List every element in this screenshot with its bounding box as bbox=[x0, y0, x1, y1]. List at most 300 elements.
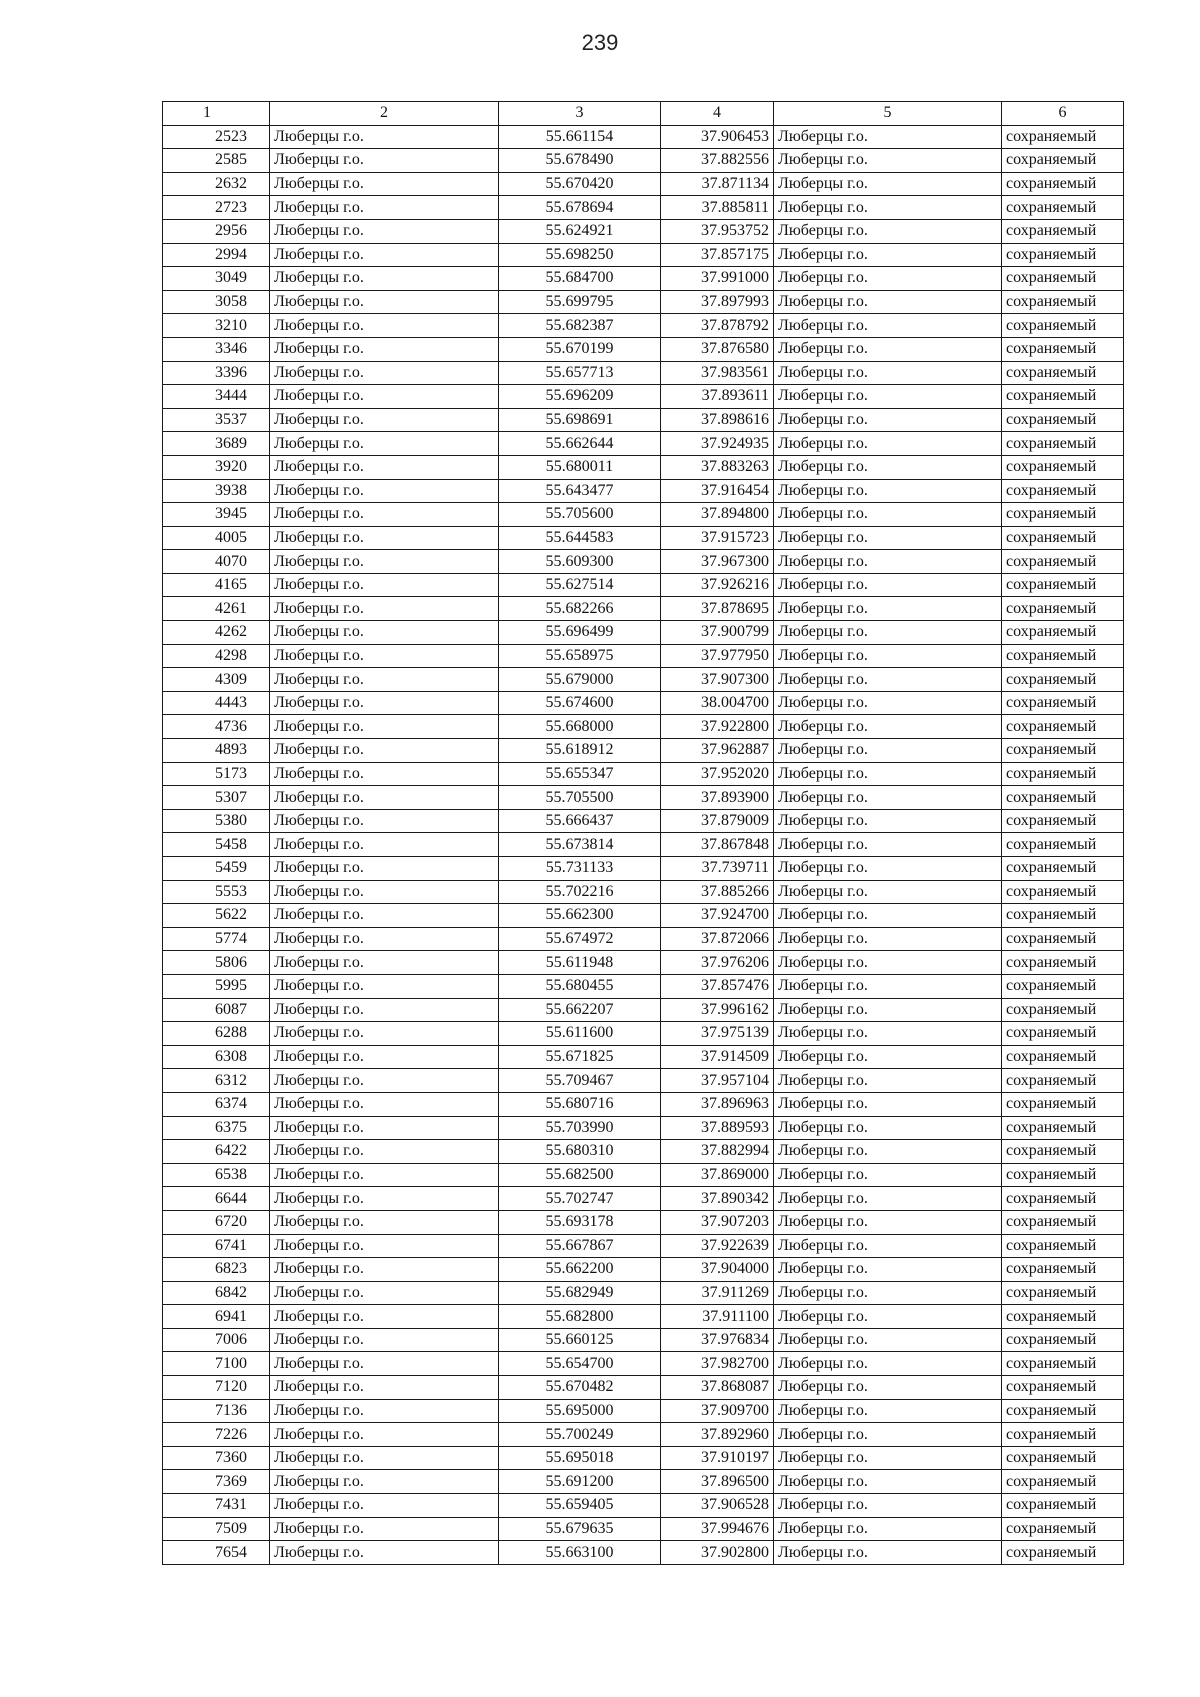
cell-municipality: Люберцы г.о. bbox=[774, 1163, 1002, 1187]
cell-latitude: 55.693178 bbox=[499, 1210, 661, 1234]
cell-latitude: 55.678694 bbox=[499, 196, 661, 220]
table-row bbox=[163, 479, 1124, 503]
cell-id: 2994 bbox=[163, 243, 270, 267]
table-row bbox=[163, 1446, 1124, 1470]
cell-municipality: Люберцы г.о. bbox=[774, 833, 1002, 857]
cell-municipality: Люберцы г.о. bbox=[774, 149, 1002, 173]
cell-id: 4262 bbox=[163, 621, 270, 645]
cell-status: сохраняемый bbox=[1002, 904, 1124, 928]
cell-municipality: Люберцы г.о. bbox=[774, 267, 1002, 291]
cell-latitude: 55.666437 bbox=[499, 809, 661, 833]
cell-longitude: 37.876580 bbox=[661, 337, 774, 361]
cell-id: 4443 bbox=[163, 691, 270, 715]
cell-longitude: 37.885811 bbox=[661, 196, 774, 220]
cell-district: Люберцы г.о. bbox=[270, 927, 499, 951]
cell-status: сохраняемый bbox=[1002, 1328, 1124, 1352]
cell-district: Люберцы г.о. bbox=[270, 1092, 499, 1116]
cell-longitude: 37.911100 bbox=[661, 1305, 774, 1329]
cell-latitude: 55.695018 bbox=[499, 1446, 661, 1470]
cell-latitude: 55.680455 bbox=[499, 974, 661, 998]
cell-municipality: Люберцы г.о. bbox=[774, 408, 1002, 432]
cell-longitude: 37.882994 bbox=[661, 1140, 774, 1164]
table-row bbox=[163, 1069, 1124, 1093]
cell-district: Люберцы г.о. bbox=[270, 1494, 499, 1518]
cell-id: 6422 bbox=[163, 1140, 270, 1164]
cell-municipality: Люберцы г.о. bbox=[774, 739, 1002, 763]
cell-status: сохраняемый bbox=[1002, 455, 1124, 479]
cell-id: 3689 bbox=[163, 432, 270, 456]
cell-longitude: 37.857476 bbox=[661, 974, 774, 998]
cell-id: 5307 bbox=[163, 786, 270, 810]
cell-district: Люберцы г.о. bbox=[270, 1352, 499, 1376]
table-row bbox=[163, 739, 1124, 763]
cell-latitude: 55.679635 bbox=[499, 1517, 661, 1541]
cell-district: Люберцы г.о. bbox=[270, 1328, 499, 1352]
cell-district: Люберцы г.о. bbox=[270, 290, 499, 314]
cell-municipality: Люберцы г.о. bbox=[774, 479, 1002, 503]
cell-id: 3537 bbox=[163, 408, 270, 432]
cell-municipality: Люберцы г.о. bbox=[774, 290, 1002, 314]
cell-status: сохраняемый bbox=[1002, 1092, 1124, 1116]
cell-district: Люберцы г.о. bbox=[270, 998, 499, 1022]
table-row bbox=[163, 1092, 1124, 1116]
table-row bbox=[163, 196, 1124, 220]
cell-municipality: Люберцы г.о. bbox=[774, 1069, 1002, 1093]
table-row bbox=[163, 125, 1124, 149]
cell-longitude: 37.896500 bbox=[661, 1470, 774, 1494]
cell-district: Люберцы г.о. bbox=[270, 1305, 499, 1329]
cell-status: сохраняемый bbox=[1002, 267, 1124, 291]
cell-longitude: 37.922800 bbox=[661, 715, 774, 739]
table-row bbox=[163, 1376, 1124, 1400]
cell-district: Люберцы г.о. bbox=[270, 857, 499, 881]
cell-id: 4893 bbox=[163, 739, 270, 763]
column-header-1: 1 bbox=[163, 102, 270, 126]
cell-status: сохраняемый bbox=[1002, 998, 1124, 1022]
cell-longitude: 37.869000 bbox=[661, 1163, 774, 1187]
cell-municipality: Люберцы г.о. bbox=[774, 809, 1002, 833]
cell-longitude: 37.878695 bbox=[661, 597, 774, 621]
cell-municipality: Люберцы г.о. bbox=[774, 786, 1002, 810]
cell-latitude: 55.698691 bbox=[499, 408, 661, 432]
cell-id: 3920 bbox=[163, 455, 270, 479]
table-row bbox=[163, 1517, 1124, 1541]
cell-id: 6087 bbox=[163, 998, 270, 1022]
cell-latitude: 55.702747 bbox=[499, 1187, 661, 1211]
cell-latitude: 55.680716 bbox=[499, 1092, 661, 1116]
cell-longitude: 37.922639 bbox=[661, 1234, 774, 1258]
cell-status: сохраняемый bbox=[1002, 337, 1124, 361]
table-row bbox=[163, 337, 1124, 361]
cell-id: 3938 bbox=[163, 479, 270, 503]
cell-status: сохраняемый bbox=[1002, 1116, 1124, 1140]
cell-longitude: 37.977950 bbox=[661, 644, 774, 668]
cell-municipality: Люберцы г.о. bbox=[774, 762, 1002, 786]
cell-latitude: 55.674972 bbox=[499, 927, 661, 951]
cell-longitude: 37.906453 bbox=[661, 125, 774, 149]
cell-district: Люберцы г.о. bbox=[270, 550, 499, 574]
cell-status: сохраняемый bbox=[1002, 1517, 1124, 1541]
cell-status: сохраняемый bbox=[1002, 762, 1124, 786]
cell-municipality: Люберцы г.о. bbox=[774, 455, 1002, 479]
cell-municipality: Люберцы г.о. bbox=[774, 1281, 1002, 1305]
table-row bbox=[163, 1494, 1124, 1518]
cell-district: Люберцы г.о. bbox=[270, 408, 499, 432]
cell-id: 3210 bbox=[163, 314, 270, 338]
cell-status: сохраняемый bbox=[1002, 809, 1124, 833]
cell-longitude: 37.890342 bbox=[661, 1187, 774, 1211]
cell-district: Люберцы г.о. bbox=[270, 1281, 499, 1305]
cell-municipality: Люберцы г.о. bbox=[774, 125, 1002, 149]
cell-id: 3396 bbox=[163, 361, 270, 385]
cell-municipality: Люберцы г.о. bbox=[774, 1116, 1002, 1140]
cell-id: 2723 bbox=[163, 196, 270, 220]
cell-municipality: Люберцы г.о. bbox=[774, 526, 1002, 550]
cell-latitude: 55.678490 bbox=[499, 149, 661, 173]
table-row bbox=[163, 1258, 1124, 1282]
cell-id: 5622 bbox=[163, 904, 270, 928]
cell-latitude: 55.643477 bbox=[499, 479, 661, 503]
cell-latitude: 55.611600 bbox=[499, 1022, 661, 1046]
cell-id: 6644 bbox=[163, 1187, 270, 1211]
cell-latitude: 55.670420 bbox=[499, 172, 661, 196]
cell-id: 3346 bbox=[163, 337, 270, 361]
cell-municipality: Люберцы г.о. bbox=[774, 503, 1002, 527]
cell-id: 4298 bbox=[163, 644, 270, 668]
cell-id: 2956 bbox=[163, 219, 270, 243]
cell-id: 3058 bbox=[163, 290, 270, 314]
cell-district: Люберцы г.о. bbox=[270, 739, 499, 763]
table-row bbox=[163, 1281, 1124, 1305]
cell-municipality: Люберцы г.о. bbox=[774, 668, 1002, 692]
cell-status: сохраняемый bbox=[1002, 597, 1124, 621]
cell-latitude: 55.660125 bbox=[499, 1328, 661, 1352]
cell-latitude: 55.682266 bbox=[499, 597, 661, 621]
cell-district: Люберцы г.о. bbox=[270, 1541, 499, 1565]
cell-id: 4005 bbox=[163, 526, 270, 550]
cell-id: 5995 bbox=[163, 974, 270, 998]
table-row bbox=[163, 1140, 1124, 1164]
cell-status: сохраняемый bbox=[1002, 1305, 1124, 1329]
table-row bbox=[163, 1163, 1124, 1187]
table-row bbox=[163, 597, 1124, 621]
cell-district: Люберцы г.о. bbox=[270, 833, 499, 857]
cell-id: 7006 bbox=[163, 1328, 270, 1352]
cell-id: 4309 bbox=[163, 668, 270, 692]
cell-status: сохраняемый bbox=[1002, 1210, 1124, 1234]
cell-district: Люберцы г.о. bbox=[270, 1517, 499, 1541]
cell-longitude: 37.952020 bbox=[661, 762, 774, 786]
cell-latitude: 55.691200 bbox=[499, 1470, 661, 1494]
cell-id: 2632 bbox=[163, 172, 270, 196]
cell-latitude: 55.731133 bbox=[499, 857, 661, 881]
cell-status: сохраняемый bbox=[1002, 219, 1124, 243]
table-row bbox=[163, 432, 1124, 456]
cell-longitude: 37.962887 bbox=[661, 739, 774, 763]
cell-status: сохраняемый bbox=[1002, 361, 1124, 385]
column-header-2: 2 bbox=[270, 102, 499, 126]
cell-status: сохраняемый bbox=[1002, 927, 1124, 951]
cell-municipality: Люберцы г.о. bbox=[774, 1328, 1002, 1352]
cell-municipality: Люберцы г.о. bbox=[774, 597, 1002, 621]
cell-district: Люберцы г.о. bbox=[270, 385, 499, 409]
cell-longitude: 37.911269 bbox=[661, 1281, 774, 1305]
cell-status: сохраняемый bbox=[1002, 503, 1124, 527]
table-row bbox=[163, 1541, 1124, 1565]
cell-district: Люберцы г.о. bbox=[270, 951, 499, 975]
cell-longitude: 37.996162 bbox=[661, 998, 774, 1022]
table-row bbox=[163, 550, 1124, 574]
cell-id: 7431 bbox=[163, 1494, 270, 1518]
cell-district: Люберцы г.о. bbox=[270, 455, 499, 479]
cell-id: 6823 bbox=[163, 1258, 270, 1282]
cell-status: сохраняемый bbox=[1002, 290, 1124, 314]
cell-latitude: 55.657713 bbox=[499, 361, 661, 385]
cell-municipality: Люберцы г.о. bbox=[774, 314, 1002, 338]
cell-longitude: 38.004700 bbox=[661, 691, 774, 715]
cell-id: 4165 bbox=[163, 573, 270, 597]
cell-latitude: 55.673814 bbox=[499, 833, 661, 857]
cell-latitude: 55.627514 bbox=[499, 573, 661, 597]
cell-longitude: 37.867848 bbox=[661, 833, 774, 857]
cell-id: 4261 bbox=[163, 597, 270, 621]
cell-latitude: 55.659405 bbox=[499, 1494, 661, 1518]
cell-longitude: 37.991000 bbox=[661, 267, 774, 291]
table-row bbox=[163, 644, 1124, 668]
cell-status: сохраняемый bbox=[1002, 739, 1124, 763]
cell-district: Люберцы г.о. bbox=[270, 904, 499, 928]
cell-district: Люберцы г.о. bbox=[270, 1210, 499, 1234]
cell-id: 4736 bbox=[163, 715, 270, 739]
table-row bbox=[163, 149, 1124, 173]
cell-status: сохраняемый bbox=[1002, 644, 1124, 668]
cell-latitude: 55.618912 bbox=[499, 739, 661, 763]
cell-status: сохраняемый bbox=[1002, 125, 1124, 149]
cell-status: сохраняемый bbox=[1002, 1187, 1124, 1211]
column-header-4: 4 bbox=[661, 102, 774, 126]
cell-district: Люберцы г.о. bbox=[270, 1116, 499, 1140]
table-row bbox=[163, 621, 1124, 645]
table-row bbox=[163, 1210, 1124, 1234]
cell-id: 7120 bbox=[163, 1376, 270, 1400]
cell-id: 5806 bbox=[163, 951, 270, 975]
cell-id: 3945 bbox=[163, 503, 270, 527]
cell-latitude: 55.662300 bbox=[499, 904, 661, 928]
cell-latitude: 55.680310 bbox=[499, 1140, 661, 1164]
cell-latitude: 55.682387 bbox=[499, 314, 661, 338]
table-row bbox=[163, 1045, 1124, 1069]
cell-id: 6312 bbox=[163, 1069, 270, 1093]
table-row bbox=[163, 361, 1124, 385]
table-row bbox=[163, 857, 1124, 881]
cell-status: сохраняемый bbox=[1002, 149, 1124, 173]
cell-latitude: 55.705500 bbox=[499, 786, 661, 810]
cell-district: Люберцы г.о. bbox=[270, 267, 499, 291]
cell-municipality: Люберцы г.о. bbox=[774, 1022, 1002, 1046]
cell-latitude: 55.698250 bbox=[499, 243, 661, 267]
cell-longitude: 37.871134 bbox=[661, 172, 774, 196]
cell-municipality: Люберцы г.о. bbox=[774, 1376, 1002, 1400]
cell-district: Люберцы г.о. bbox=[270, 149, 499, 173]
cell-latitude: 55.670199 bbox=[499, 337, 661, 361]
cell-municipality: Люберцы г.о. bbox=[774, 1234, 1002, 1258]
cell-municipality: Люберцы г.о. bbox=[774, 644, 1002, 668]
cell-municipality: Люберцы г.о. bbox=[774, 715, 1002, 739]
cell-id: 5173 bbox=[163, 762, 270, 786]
cell-municipality: Люберцы г.о. bbox=[774, 1187, 1002, 1211]
table-row bbox=[163, 1399, 1124, 1423]
cell-municipality: Люберцы г.о. bbox=[774, 219, 1002, 243]
cell-municipality: Люберцы г.о. bbox=[774, 880, 1002, 904]
cell-district: Люберцы г.о. bbox=[270, 691, 499, 715]
table-row bbox=[163, 1187, 1124, 1211]
cell-status: сохраняемый bbox=[1002, 573, 1124, 597]
cell-district: Люберцы г.о. bbox=[270, 715, 499, 739]
cell-status: сохраняемый bbox=[1002, 1045, 1124, 1069]
cell-id: 5458 bbox=[163, 833, 270, 857]
cell-district: Люберцы г.о. bbox=[270, 361, 499, 385]
table-row bbox=[163, 243, 1124, 267]
cell-latitude: 55.695000 bbox=[499, 1399, 661, 1423]
cell-latitude: 55.696499 bbox=[499, 621, 661, 645]
cell-district: Люберцы г.о. bbox=[270, 809, 499, 833]
cell-district: Люберцы г.о. bbox=[270, 1045, 499, 1069]
cell-longitude: 37.910197 bbox=[661, 1446, 774, 1470]
cell-district: Люберцы г.о. bbox=[270, 1069, 499, 1093]
cell-longitude: 37.924700 bbox=[661, 904, 774, 928]
cell-latitude: 55.684700 bbox=[499, 267, 661, 291]
cell-longitude: 37.953752 bbox=[661, 219, 774, 243]
cell-longitude: 37.907203 bbox=[661, 1210, 774, 1234]
cell-status: сохраняемый bbox=[1002, 786, 1124, 810]
cell-status: сохраняемый bbox=[1002, 432, 1124, 456]
cell-latitude: 55.662207 bbox=[499, 998, 661, 1022]
cell-longitude: 37.868087 bbox=[661, 1376, 774, 1400]
cell-latitude: 55.644583 bbox=[499, 526, 661, 550]
cell-longitude: 37.739711 bbox=[661, 857, 774, 881]
cell-municipality: Люберцы г.о. bbox=[774, 1517, 1002, 1541]
table-row bbox=[163, 172, 1124, 196]
cell-latitude: 55.709467 bbox=[499, 1069, 661, 1093]
cell-district: Люберцы г.о. bbox=[270, 503, 499, 527]
cell-district: Люберцы г.о. bbox=[270, 1470, 499, 1494]
cell-status: сохраняемый bbox=[1002, 172, 1124, 196]
cell-longitude: 37.882556 bbox=[661, 149, 774, 173]
cell-district: Люберцы г.о. bbox=[270, 337, 499, 361]
cell-municipality: Люберцы г.о. bbox=[774, 196, 1002, 220]
cell-latitude: 55.700249 bbox=[499, 1423, 661, 1447]
cell-latitude: 55.696209 bbox=[499, 385, 661, 409]
cell-status: сохраняемый bbox=[1002, 691, 1124, 715]
cell-id: 6374 bbox=[163, 1092, 270, 1116]
table-row bbox=[163, 951, 1124, 975]
cell-status: сохраняемый bbox=[1002, 880, 1124, 904]
cell-district: Люберцы г.о. bbox=[270, 597, 499, 621]
cell-municipality: Люберцы г.о. bbox=[774, 1045, 1002, 1069]
cell-id: 2523 bbox=[163, 125, 270, 149]
cell-latitude: 55.682500 bbox=[499, 1163, 661, 1187]
cell-status: сохраняемый bbox=[1002, 243, 1124, 267]
cell-municipality: Люберцы г.о. bbox=[774, 1140, 1002, 1164]
cell-municipality: Люберцы г.о. bbox=[774, 361, 1002, 385]
cell-status: сохраняемый bbox=[1002, 1446, 1124, 1470]
cell-longitude: 37.983561 bbox=[661, 361, 774, 385]
registry-table bbox=[162, 101, 1124, 1565]
cell-id: 6538 bbox=[163, 1163, 270, 1187]
table-row bbox=[163, 314, 1124, 338]
cell-id: 6741 bbox=[163, 1234, 270, 1258]
cell-id: 5380 bbox=[163, 809, 270, 833]
cell-district: Люберцы г.о. bbox=[270, 573, 499, 597]
cell-id: 6375 bbox=[163, 1116, 270, 1140]
table-row bbox=[163, 927, 1124, 951]
cell-district: Люберцы г.о. bbox=[270, 1446, 499, 1470]
table-row bbox=[163, 455, 1124, 479]
cell-status: сохраняемый bbox=[1002, 715, 1124, 739]
cell-status: сохраняемый bbox=[1002, 974, 1124, 998]
cell-longitude: 37.976206 bbox=[661, 951, 774, 975]
cell-municipality: Люберцы г.о. bbox=[774, 1352, 1002, 1376]
cell-district: Люберцы г.о. bbox=[270, 196, 499, 220]
cell-municipality: Люберцы г.о. bbox=[774, 1423, 1002, 1447]
cell-longitude: 37.883263 bbox=[661, 455, 774, 479]
table-row bbox=[163, 786, 1124, 810]
cell-municipality: Люберцы г.о. bbox=[774, 691, 1002, 715]
cell-status: сохраняемый bbox=[1002, 526, 1124, 550]
column-header-6: 6 bbox=[1002, 102, 1124, 126]
cell-municipality: Люберцы г.о. bbox=[774, 1092, 1002, 1116]
cell-longitude: 37.957104 bbox=[661, 1069, 774, 1093]
cell-latitude: 55.654700 bbox=[499, 1352, 661, 1376]
cell-longitude: 37.982700 bbox=[661, 1352, 774, 1376]
cell-id: 6288 bbox=[163, 1022, 270, 1046]
cell-longitude: 37.916454 bbox=[661, 479, 774, 503]
cell-latitude: 55.703990 bbox=[499, 1116, 661, 1140]
table-row bbox=[163, 974, 1124, 998]
cell-latitude: 55.662644 bbox=[499, 432, 661, 456]
table-row bbox=[163, 809, 1124, 833]
cell-id: 6941 bbox=[163, 1305, 270, 1329]
cell-latitude: 55.661154 bbox=[499, 125, 661, 149]
cell-id: 7360 bbox=[163, 1446, 270, 1470]
cell-longitude: 37.889593 bbox=[661, 1116, 774, 1140]
column-header-5: 5 bbox=[774, 102, 1002, 126]
cell-district: Люберцы г.о. bbox=[270, 644, 499, 668]
cell-status: сохраняемый bbox=[1002, 1541, 1124, 1565]
cell-municipality: Люберцы г.о. bbox=[774, 1470, 1002, 1494]
cell-id: 2585 bbox=[163, 149, 270, 173]
cell-status: сохраняемый bbox=[1002, 833, 1124, 857]
cell-longitude: 37.967300 bbox=[661, 550, 774, 574]
cell-municipality: Люберцы г.о. bbox=[774, 337, 1002, 361]
cell-municipality: Люберцы г.о. bbox=[774, 927, 1002, 951]
cell-longitude: 37.909700 bbox=[661, 1399, 774, 1423]
cell-longitude: 37.994676 bbox=[661, 1517, 774, 1541]
cell-id: 3049 bbox=[163, 267, 270, 291]
cell-latitude: 55.667867 bbox=[499, 1234, 661, 1258]
cell-municipality: Люберцы г.о. bbox=[774, 904, 1002, 928]
cell-district: Люберцы г.о. bbox=[270, 526, 499, 550]
table-row bbox=[163, 668, 1124, 692]
cell-district: Люберцы г.о. bbox=[270, 621, 499, 645]
cell-longitude: 37.924935 bbox=[661, 432, 774, 456]
cell-latitude: 55.680011 bbox=[499, 455, 661, 479]
cell-status: сохраняемый bbox=[1002, 857, 1124, 881]
cell-municipality: Люберцы г.о. bbox=[774, 385, 1002, 409]
cell-status: сохраняемый bbox=[1002, 668, 1124, 692]
cell-id: 6720 bbox=[163, 1210, 270, 1234]
cell-longitude: 37.893611 bbox=[661, 385, 774, 409]
